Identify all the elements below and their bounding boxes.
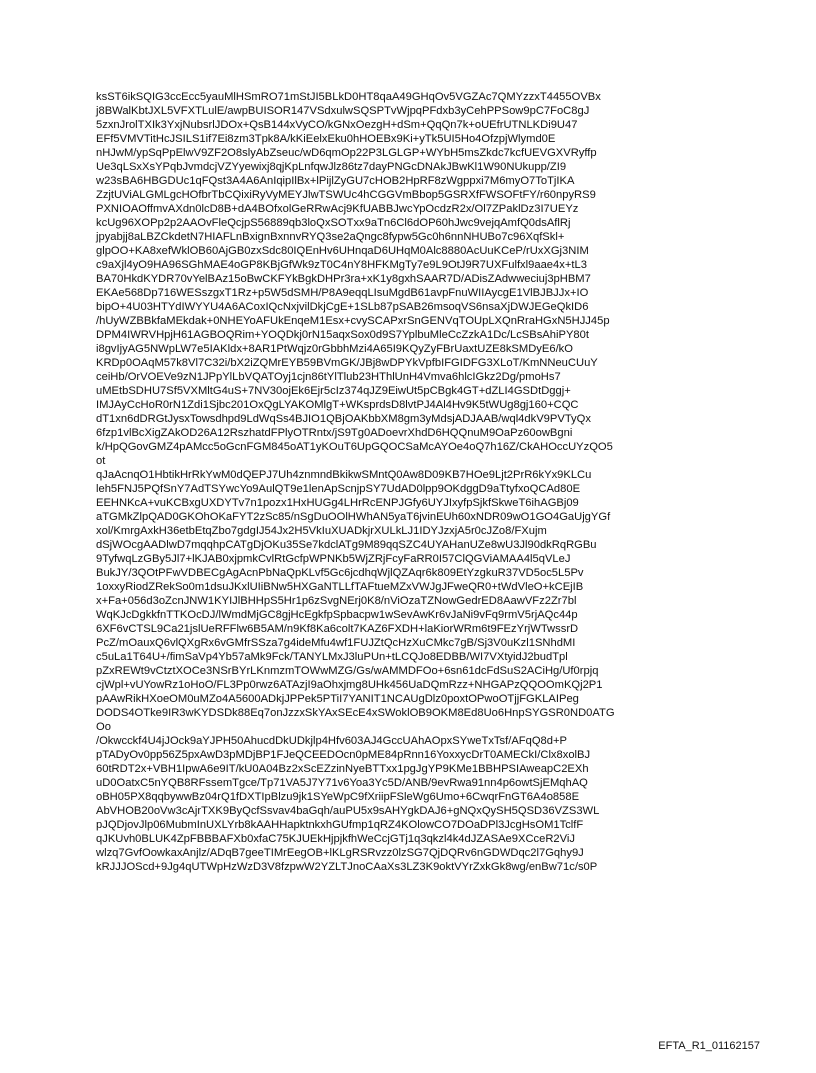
document-id-footer: EFTA_R1_01162157 [658, 1040, 760, 1052]
encoded-text-block: ksST6ikSQIG3ccEcc5yauMlHSmRO71mStJI5BLkD0HT8qaA49GHqOv5VGZAc7QMYzzxT4455OVBx j8BWalKbtJXL5VFXTLulE/awpBUISOR147VSdxulwSQSPTvWjpqPFdxb3yCehPPSow9pC7FoC8gJ 5zxnJrolTXIk3YxjNubsrlJDOx+QsB144xVyCO/kGNxOezgH+dSm+QqQn7k+oUEfrUTNLKDi9U47 EFf5VMVTitHcJSILS1if7Ei8zm3Tpk8A/kKiEelxEku0hHOEBx9Ki+yTk5UI5Ho4OfzpjWlymd0E nHJwM/ypSqPpElwV9ZF2O8slyAbZseuc/wD6qmOp22P3LGLGP+WYbH5msZkdc7kcfUEVGXVRyffp Ue3qLSxXsYPqbJvmdcjVZYyewixj8qjKpLnfqwJlz86tz7dayPNGcDNAkJBwKl1W90NUkupp/ZI9 w23sBA6HBGDUc1qFQst3A4A6AnIqipIlBx+lPijlZyGU7cHOB2HpRF8zWgppxi7M6myO7ToTjIKA ZzjtUViALGMLgcHOfbrTbCQixiRyVyMEYJlwTSWUc4hCGGVmBbop5GSRXfFWSOFtFY/r60npyRS9 PXNIOAOffmvAXdn0lcD8B+dA4BOfxolGeRRwAcj9KfUABBJwcYpOcdzR2x/Ol7ZPaklDz3I7UEYz kcUg96XOPp2p2AAOvFleQcjpS56889qb3loQxSOTxx9aTn6Cl6dOP60hJwc9vejqAmfQ0dsAflRj jpyabjj8aLBZCkdetN7HIAFLnBxignBxnnvRYQ3se2aQngc8fypw5Gc0h6nnNHUBo7c96XqfSkl+ glpOO+KA8xefWklOB60AjGB0zxSdc80IQEnHv6UHnqaD6UHqM0Alc8880AcUuKCeP/rUxXGj3NIM c9aXjl4yO9HA96SGhMAE4oGP8KBjGfWk9zT0C4nY8HFKMgTy7e9L9OtJ9R7UXFulfxl9aae4x+tL3 BA70HkdKYDR70vYelBAz15oBwCKFYkBgkDHPr3ra+xK1y8gxhSAAR7D/ADisZAdwweciuj3pHBM7 EKAe568Dp716WESszgxT1Rz+p5W5dSMH/P8A9eqqLIsuMgdB61avpFnuWIIAycgE1VlBJBJJx+IO bipO+4U03HTYdIWYYU4A6ACoxIQcNxjvilDkjCgE+1SLb87pSAB26msoqVS6nsaXjDWJEGeQkID6 /hUyWZBBkfaMEkdak+0NHEYoAFUkEnqeM1Esx+cvySCAPxrSnGENVqTOUpLXQnRraHGxN5HJJ45p DPM4IWRVHpjH61AGBOQRim+YOQDkj0rN15aqxSox0d9S7YplbuMleCcZzkA1Dc/LcSBsAhiPY80t i8gvIjyAG5NWpLW7e5IAKldx+8AR1PtWqjz0rGbbhMzi4A65I9KQyZyFBrUaxtUZE8kSMDyE6/kO KRDp0OAqM57k8Vl7C32i/bX2iZQMrEYB59BVmGK/JBj8wDPYkVpfbIFGIDFG3XLoT/KmNNeuCUuY ceiHb/OrVOEVe9zN1JPpYlLbVQATOyj1cjn86tYlTlub23HThlUnH4Vmva6hlcIGkz2Dg/pmoHs7 uMEtbSDHU7Sf5VXMltG4uS+7NV30ojEk6Ejr5cIz374qJZ9EiwUt5pCBgk4GT+dZLI4GSDtDggj+ IMJAyCcHoR0rN1Zdi1Sjbc201OxQgLYAKOMlgT+WKsprdsD8lvtPJ4Al4Hv9K5tWUg8gj160+CQC dT1xn6dDRGtJysxTowsdhpd9LdWqSs4BJIO1QBjOAKbbXM8gm3yMdsjADJAAB/wql4dkV9PVTyQx 6fzp1vlBcXigZAkOD26A12RszhatdFPlyOTRntx/jS9Tg0ADoevrXhdD6HQQnuM9OaPz60owBgni k/HpQGovGMZ4pAMcc5oGcnFGM845oAT1yKOuT6UpGQOCSaMcAYOe4oQ7h16Z/CkAHOccUYzQO5 ot qJaAcnqO1HbtikHrRkYwM0dQEPJ7Uh4znmndBkikwSMntQ0Aw8D09KB7HOe9Ljt2PrR6kYx9KLCu leh5FNJ5PQfSnY7AdTSYwcYo9AulQT9e1lenApScnjpSY7UdAD0lpp9OKdggD9aTtyfxoQCAd80E EEHNKcA+vuKCBxgUXDYTv7n1pozx1HxHUGg4LHrRcENPJGfy6UYJIxyfpSjkfSkweT6ihAGBj09 aTGMkZlpQAD0GKOhOKaFYT2zSc85/nSgDuOOlHWhAN5yaT6jvinEUh60xNDR09wO1GO4GaUjgYGf xol/KmrgAxkH36etbEtqZbo7gdgIJ54Jx2H5VkIuXUADkjrXULkLJ1IDYJzxjA5r0cJZo8/FXujm dSjWOcgAADlwD7mqqhpCATgDjOKu35Se7kdclATg9M89qqSZC4UYAHanUZe8wU3Jl90dkRqRGBu 9TyfwqLzGBy5Jl7+lKJAB0xjpmkCvlRtGcfpWPNKb5WjZRjFcyFaRR0I57ClQGViAMAA4l5qVLeJ BukJY/3QOtPFwVDBECgAgAcnPbNaQpKLvf5Gc6jcdhqWjlQZAqr6k809EtYzgkuR37VD5oc5L5Pv 1oxxyRiodZRekSo0m1dsuJKxlUIiBNw5HXGaNTLLfTAFtueMZxVWJgJFweQR0+tWdVleO+kCEjIB x+Fa+056d3oZcnJNW1KYIJlBHHpS5Hr1p6zSvgNErj0K8/nViOzaTZNowGedrED8AawVFz2Zr7bl WqKJcDgkkfnTTKOcDJ/lWmdMjGC8gjHcEgkfpSpbacpw1wSevAwKr6vJaNi9vFq9rmV5rjAQc44p 6XF6vCTSL9Ca21jslUeRFFlw6B5AM/n9Kf8Ka6colt7KAZ6FXDH+laKiorWRm6t9FEzYrjWTwssrD PcZ/mOauxQ6vlQXgRx6vGMfrSSza7g4ideMfu4wf1FUJZtQcHzXuCMkc7gB/Sj3V0uKzl1SNhdMI c5uLa1T64U+/fimSaVp4Yb57aMk9Fck/TANYLMxJ3luPUn+tLCQJo8EDBB/WI7VXtyidJ2budTpl pZxREWt9vCtztXOCe3NSrBYrLKnmzmTOWwMZG/Gs/wAMMDFOo+6sn61dcFdSuS2ACiHg/Uf0rpjq cjWpl+vUYowRz1oHoO/FL3Pp0rwz6ATAzjI9aOhxjmg8UHk456UaDQmRzz+NHGAPzQQOOmKQj2P1 pAAwRikHXoeOM0uMZo4A5600ADkjJPPek5PTiI7YANIT1NCAUgDlz0poxtOPwoOTjjFGKLAIPeg DODS4OTke9IR3wKYDSDk88Eq7onJzzxSkYAxSEcE4xSWoklOB9OKM8Ed8Uo6HnpSYGSR0ND0ATG Oo /Okwcckf4U4jJOck9aYJPH50AhucdDkUDkjlp4Hfv603AJ4GccUAhAOpxSYweTxTsf/AFqQ8d+P pTADyOv0pp56Z5pxAwD3pMDjBP1FJeQCEEDOcn0pME84pRnn16YoxxycDrT0AMECkI/Clx8xolBJ 60tRDT2x+VBH1IpwA6e9IT/kU0A04Bz2xScEZzinNyeBTTxx1pgJgYP9KMe1BBHPSIAweapC2EXh uD0OatxC5nYQB8RFssemTgce/Tp71VA5J7Y71v6Yoa3Yc5D/ANB/9evRwa91nn4p6owtSjEMqhAQ oBH05PX8qqbywwBz04rQ1fDXTIpBlzu9jk1SYeWpC9fXriipFSleWg6Umo+6CwqrFnGT6A4o858E AbVHOB20oVw3cAjrTXK9ByQcfSsvav4baGqh/auPU5x9sAHYgkDAJ6+gNQxQySH5QSD36VZS3WL pJQDjovJlp06MubmInUXLYrb8kAAHHapktnkxhGUfmp1qRZ4KOlowCO7DOaDPl3JcgHsOM1TclfF qJKUvh0BLUK4ZpFBBBAFXb0xfaC75KJUEkHjpjkfhWeCcjGTj1q3qkzl4k4dJZASAe9XCceR2ViJ wlzq7GvfOowkaxAnjlz/ADqB7geeTIMrEegOB+lKLgRSRvzz0lzSG7QjDQRv6nGDWDqc2l7Gqhy9J kRJJJOScd+9Jg4qUTWpHzWzD3V8fzpwW2YZLTJnoCAaXs3LZ3K9oktVYrZxkGk8wg/enBw71c/s0P [96, 91, 615, 873]
